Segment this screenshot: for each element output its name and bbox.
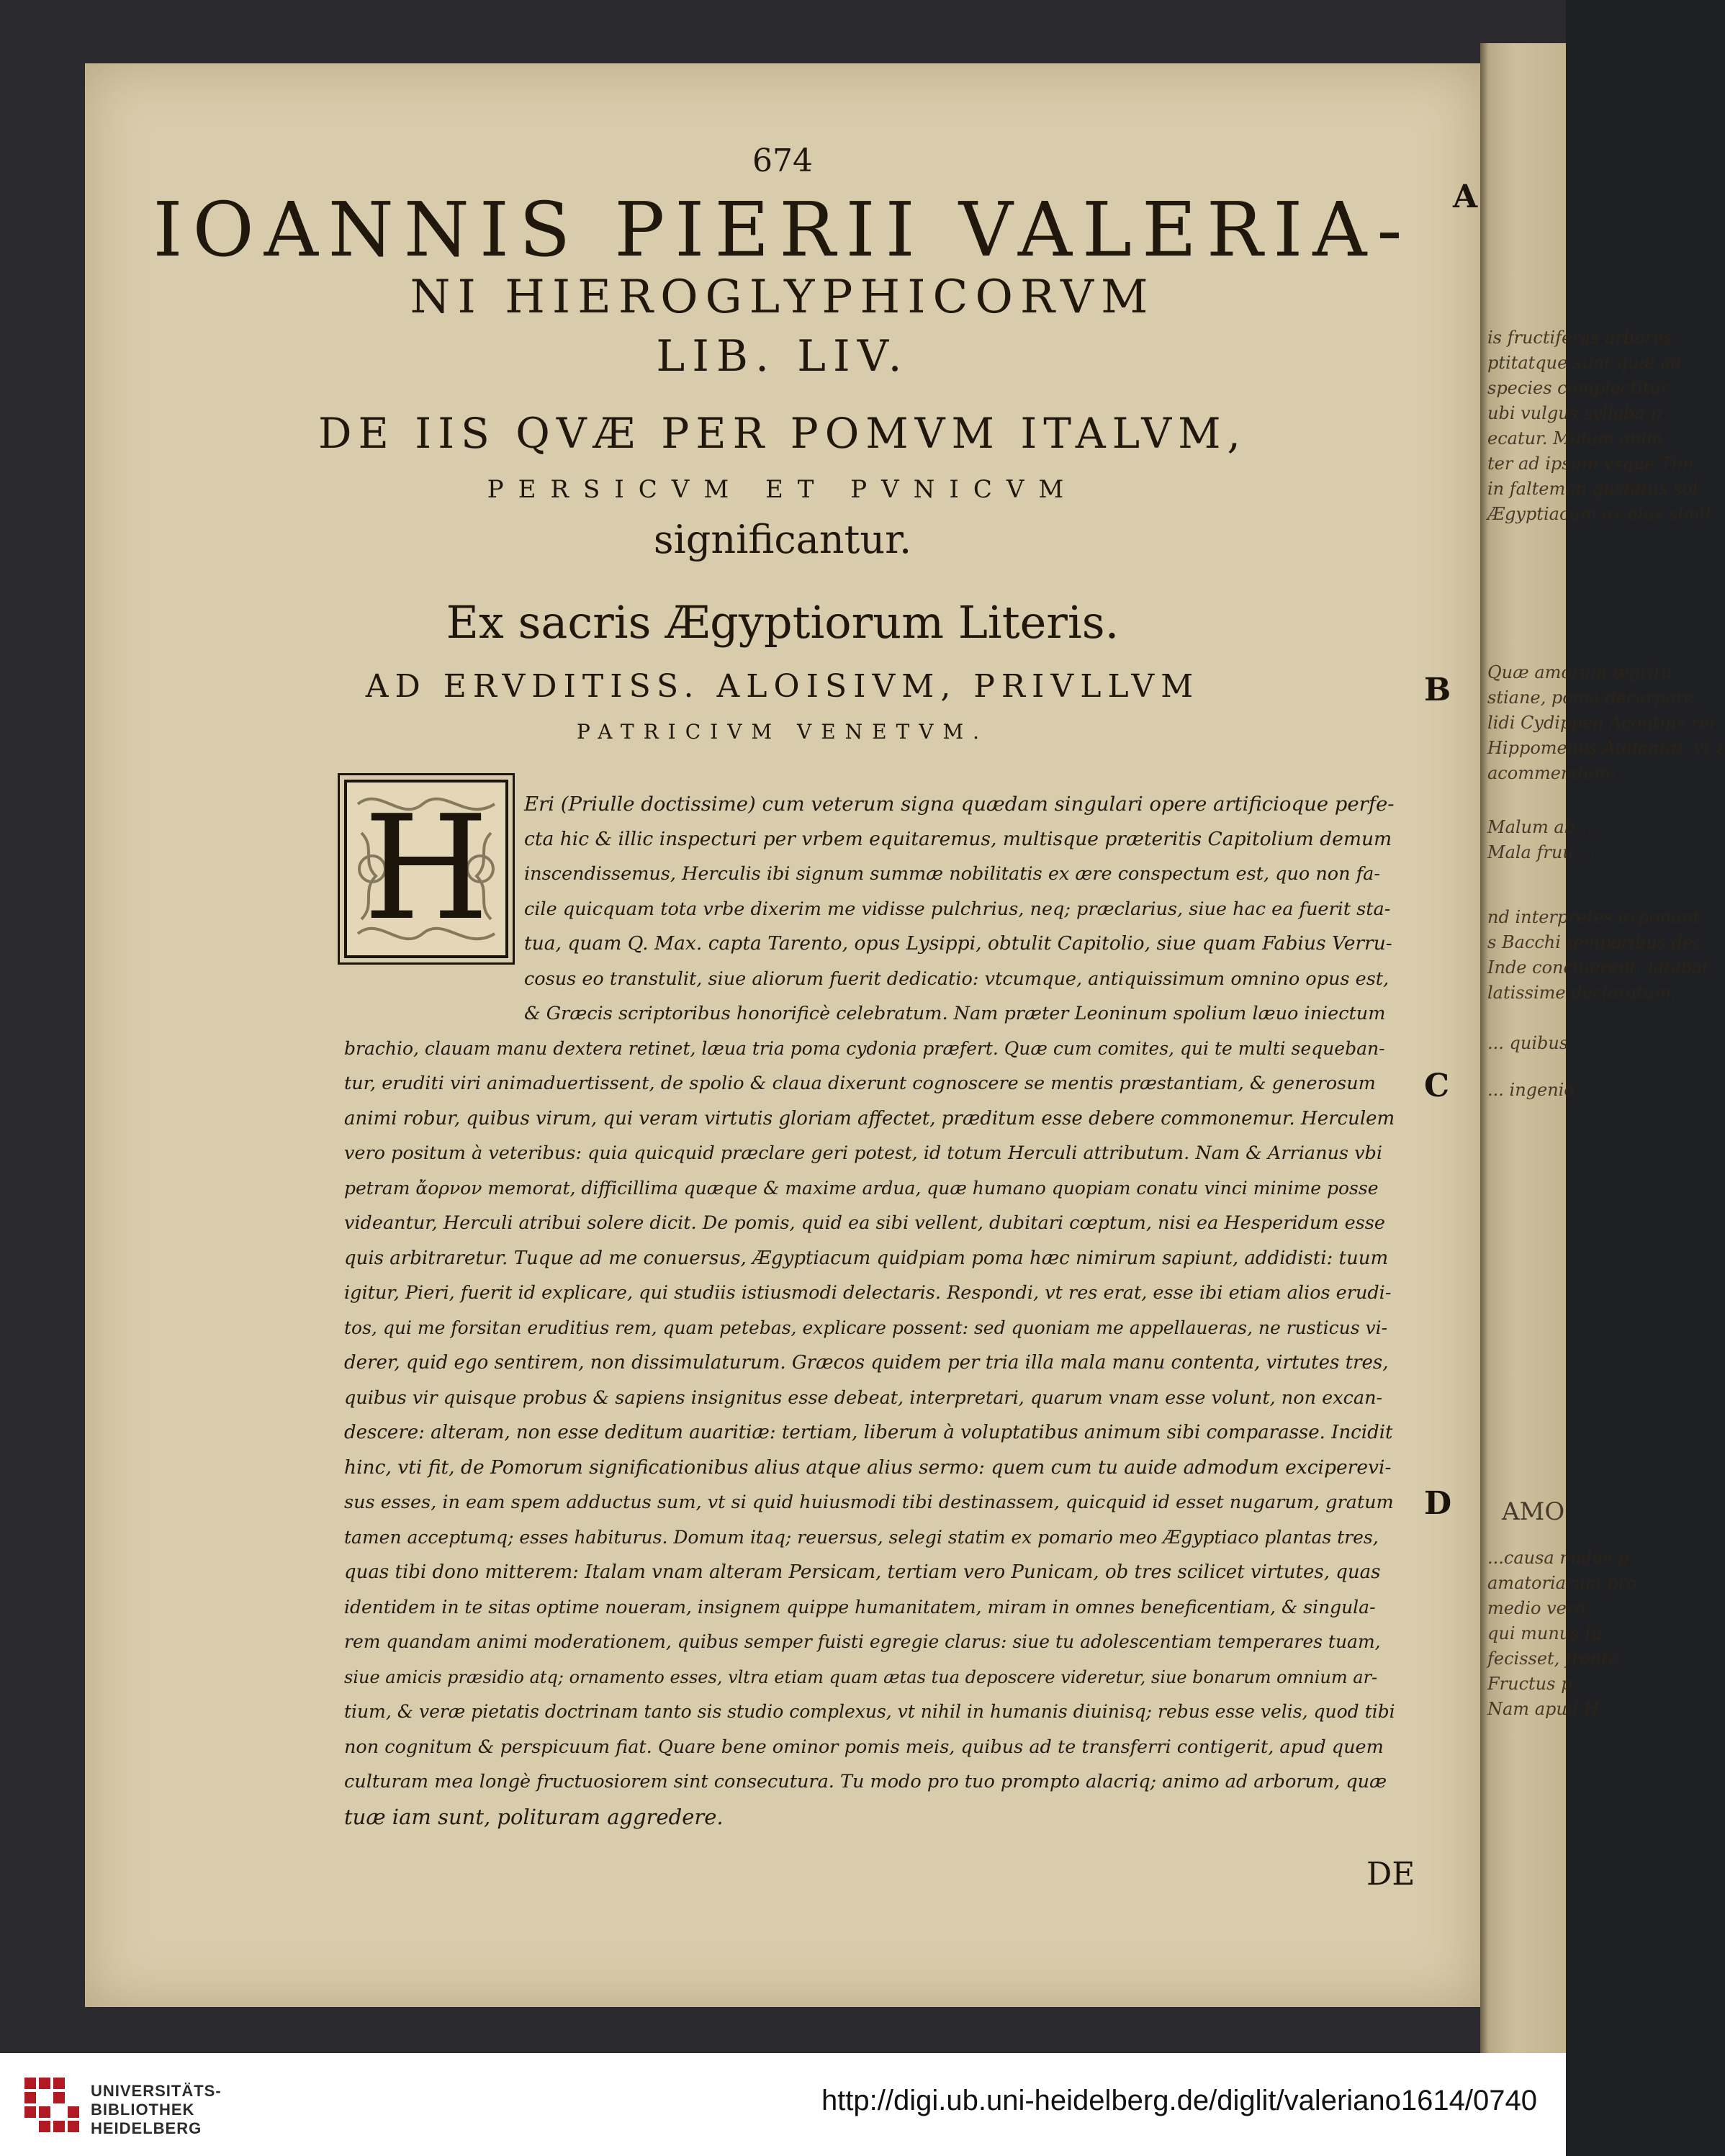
facing-page-line: Mala fruu ...	[1487, 842, 1596, 862]
book-number: LIB. LIV.	[656, 331, 909, 382]
logo-line-3: HEIDELBERG	[91, 2119, 202, 2137]
body-line: videantur, Herculi atribui solere dicit. De pomis, quid ea sibi vellent, dubitari cœptum, nisi ea Hesperidum esse	[344, 1212, 1385, 1234]
facing-page-line: s Bacchi temporibus dec	[1487, 932, 1703, 952]
body-line: vero positum à veteribus: quia quicquid præclare geri potest, id totum Herculi attributum. Nam & Arrianus vbi	[344, 1142, 1383, 1164]
dedication-line-2: PATRICIVM VENETVM.	[576, 720, 989, 744]
facing-page-edge	[1480, 43, 1725, 2053]
body-line: tua, quam Q. Max. capta Tarento, opus Lysippi, obtulit Capitolio, siue quam Fabius Verru-	[524, 932, 1392, 955]
body-line: tium, & veræ pietatis doctrinam tanto sis studio complexus, vt nihil in humanis diuinisq; rebus esse velis, quod tibi	[344, 1701, 1395, 1722]
body-line: culturam mea longè fructuosiorem sint consecutura. Tu modo pro tuo prompto alacriq; animo ad arborum, quæ	[344, 1771, 1387, 1792]
source-heading: Ex sacris Ægyptiorum Literis.	[446, 596, 1120, 649]
body-line: non cognitum & perspicuum fiat. Quare bene ominor pomis meis, quibus ad te transferri contigerit, apud quem	[344, 1736, 1384, 1758]
title-line-2: NI HIEROGLYPHICORVM	[410, 271, 1156, 324]
facing-page-line: stiane, poma decerpere,	[1487, 687, 1700, 708]
margin-letter-a: A	[1453, 179, 1478, 215]
body-line: animi robur, quibus virum, qui veram virtutis gloriam affectet, præditum esse debere commonemur. Herculem	[344, 1107, 1395, 1129]
body-line: brachio, clauam manu dextera retinet, læua tria poma cydonia præfert. Quæ cum comites, qui te multi sequeban-	[344, 1037, 1385, 1059]
logo-line-1: UNIVERSITÄTS-	[91, 2082, 222, 2100]
facing-page-line: ... quibus	[1487, 1033, 1569, 1053]
body-line: derer, quid ego sentirem, non dissimulaturum. Græcos quidem per tria illa mala manu contenta, virtutes tres,	[344, 1352, 1389, 1374]
facing-page-line: latissime declaratum.	[1487, 983, 1677, 1003]
facing-page-line: ter ad ipsum vsque Tim	[1487, 454, 1694, 474]
decorated-initial	[344, 780, 508, 958]
initial-letter: H	[363, 785, 490, 952]
facing-page-line: acommendum:	[1487, 763, 1617, 783]
facing-page-line: Hippomenes Atalantæ, vt z	[1487, 738, 1725, 758]
facing-page-line: ... ingenio	[1487, 1080, 1575, 1100]
facing-page-line: qui munus fu	[1487, 1623, 1603, 1643]
facing-page-line: AMO	[1502, 1497, 1565, 1526]
body-line: & Græcis scriptoribus honorificè celebratum. Nam præter Leoninum spolium læuo iniectum	[524, 1003, 1386, 1024]
facing-page-line: Inde conciuerent: latebat	[1487, 957, 1709, 978]
facing-page-line: ecatur. Malum enim	[1487, 428, 1663, 448]
body-line: rem quandam animi moderationem, quibus semper fuisti egregie clarus: siue tu adolescentiam temperares tuam,	[344, 1631, 1381, 1652]
body-line: siue amicis præsidio atq; ornamento esses, vltra etiam quam ætas tua deposcere videretur, siue bonarum omnium ar-	[344, 1666, 1378, 1687]
page-number: 674	[752, 143, 813, 179]
facing-page-line: ubi vulgus syllaba p	[1487, 403, 1662, 423]
viewer-footer	[0, 2053, 1566, 2156]
body-line: tamen acceptumq; esses habiturus. Domum itaq; reuersus, selegi statim ex pomario meo Ægyptiaco plantas tres,	[344, 1526, 1379, 1548]
margin-letter-b: B	[1424, 672, 1451, 708]
body-line: tur, eruditi viri animaduertissent, de spolio & claua dixerunt cognoscere se mentis præstantiam, & generosum	[344, 1073, 1376, 1094]
permalink-url[interactable]: http://digi.ub.uni-heidelberg.de/diglit/valeriano1614/0740	[821, 2085, 1537, 2116]
facing-page-line: Nam apud H	[1487, 1699, 1599, 1719]
margin-letter-d: D	[1424, 1485, 1452, 1522]
facing-page-line: is fructiferas arbores	[1487, 328, 1672, 348]
body-line: cosus eo transtulit, siue aliorum fuerit dedicatio: vtcumque, antiquissimum omnino opus est,	[524, 968, 1390, 990]
body-line: tuæ iam sunt, polituram aggredere.	[344, 1804, 724, 1829]
margin-letter-c: C	[1424, 1068, 1450, 1104]
catchword: DE	[1366, 1856, 1415, 1893]
body-line: sus esses, in eam spem adductus sum, vt si quid huiusmodi tibi destinassem, quicquid id esset nugarum, gratum	[344, 1492, 1394, 1513]
facing-page-line: in faltemon gustatus sol	[1487, 479, 1698, 499]
body-line: descere: alteram, non esse deditum auaritiæ: tertiam, liberum à voluptatibus animum sibi comparasse. Incidit	[344, 1422, 1393, 1443]
facing-page-line: amatoriarum pro	[1487, 1573, 1637, 1593]
facing-page-line: medio vero,	[1487, 1598, 1591, 1618]
facing-page-line: Ægyptiacum ex eius simil	[1487, 504, 1711, 524]
body-line: cile quicquam tota vrbe dixerim me vidisse pulchrius, neq; præclarius, siue hac ea fuerit sta-	[524, 898, 1391, 920]
facing-page-line: species complectitur	[1487, 378, 1670, 398]
facing-page-line: Malum ab ...	[1487, 817, 1598, 837]
body-line: Eri (Priulle doctissime) cum veterum signa quædam singulari opere artificioque perfe-	[524, 793, 1395, 816]
body-line: quibus vir quisque probus & sapiens insignitus esse debeat, interpretari, quarum vnam esse volunt, non excan-	[344, 1386, 1383, 1409]
facing-page-line: Fructus p	[1487, 1674, 1572, 1694]
facing-page-line: Quæ amorum ægritu	[1487, 662, 1672, 682]
dedication-line-1: AD ERVDITISS. ALOISIVM, PRIVLLVM	[365, 668, 1200, 705]
body-line: igitur, Pieri, fuerit id explicare, qui studiis istiusmodi delectaris. Respondi, vt res erat, esse ibi etiam alios erudi-	[344, 1282, 1392, 1304]
chapter-title-line-1: DE IIS QVÆ PER POMVM ITALVM,	[318, 409, 1247, 458]
body-line: petram ἄορνον memorat, difficillima quæque & maxime ardua, quæ humano quopiam conatu vinci minime posse	[344, 1177, 1379, 1199]
chapter-title-line-2: PERSICVM ET PVNICVM	[487, 475, 1078, 504]
body-line: tos, qui me forsitan eruditius rem, quam petebas, explicare possent: sed quoniam me appellaueras, ne rusticus vi-	[344, 1317, 1388, 1338]
university-seal-icon	[19, 2072, 84, 2137]
facing-page-line: lidi Cydippen Acontius rei	[1487, 713, 1715, 733]
facing-page-line: ...causa malus p	[1487, 1548, 1629, 1568]
facing-page-line: ptitatque sunt quæ ad	[1487, 353, 1683, 373]
facing-page-line: fecisset, fronte	[1487, 1648, 1619, 1669]
body-line: hinc, vti fit, de Pomorum significationibus alius atque alius sermo: quem cum tu auide admodum exciperevi-	[344, 1456, 1392, 1479]
title-line-1: IOANNIS PIERII VALERIA-	[153, 186, 1413, 274]
logo-line-2: BIBLIOTHEK	[91, 2101, 195, 2119]
facing-page-line: nd interpretes exponunt	[1487, 907, 1701, 927]
book-page	[85, 63, 1480, 2007]
chapter-title-line-3: significantur.	[653, 517, 912, 562]
body-line: quis arbitraretur. Tuque ad me conuersus, Ægyptiacum quidpiam poma hæc nimirum sapiunt, addidisti: tuum	[344, 1247, 1389, 1269]
body-line: quas tibi dono mitterem: Italam vnam alteram Persicam, tertiam vero Punicam, ob tres scilicet virtutes, quas	[344, 1561, 1381, 1583]
body-line: cta hic & illic inspecturi per vrbem equitaremus, multisque præteritis Capitolium demum	[524, 827, 1392, 850]
body-line: inscendissemus, Herculis ibi signum summæ nobilitatis ex ære conspectum est, quo non fa-	[524, 863, 1380, 885]
body-line: identidem in te sitas optime noueram, insignem quippe humanitatem, miram in omnes beneficentiam, & singula-	[344, 1596, 1376, 1618]
